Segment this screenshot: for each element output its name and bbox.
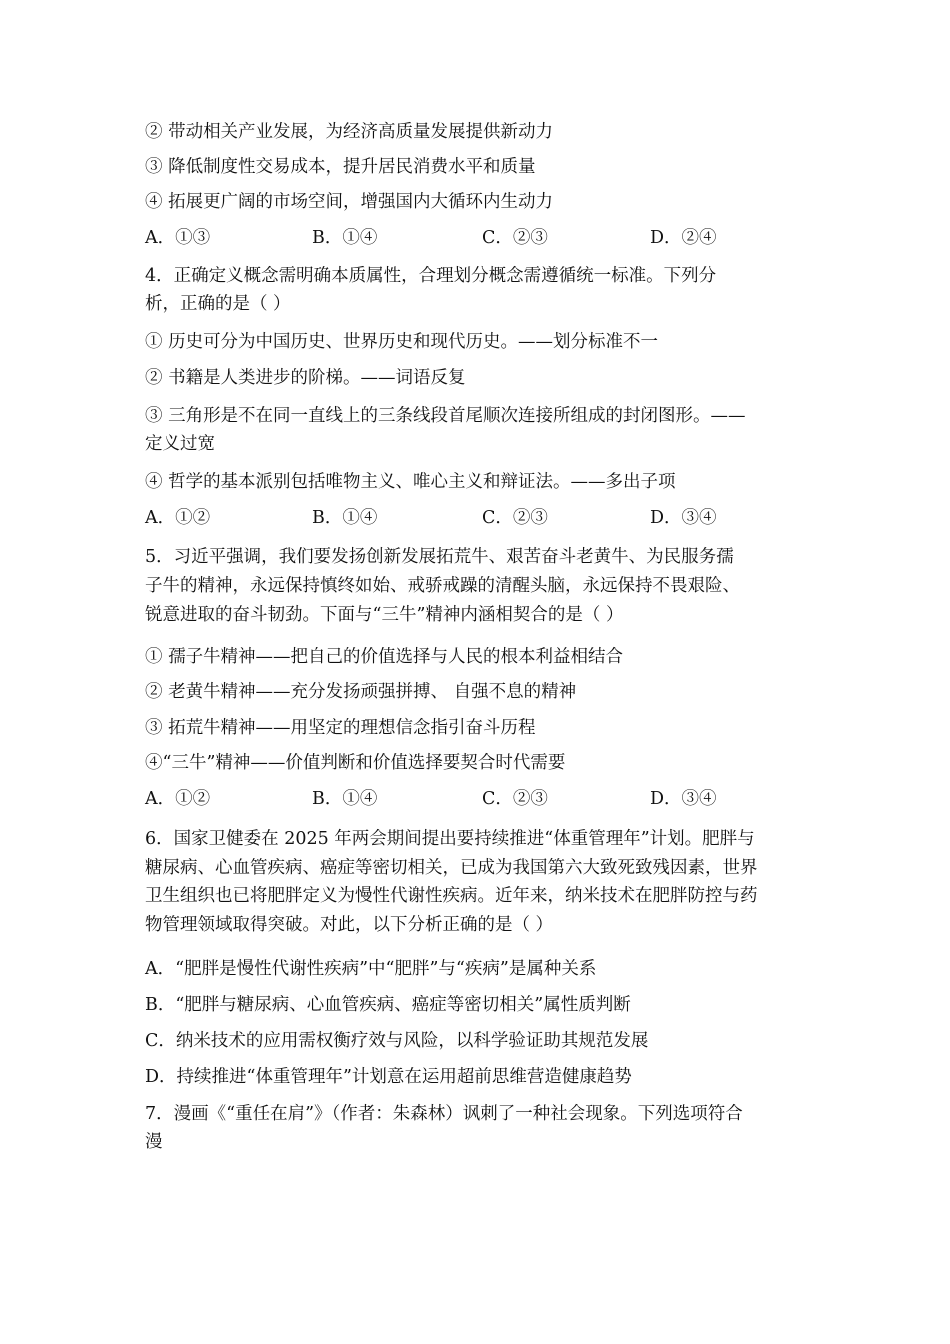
q5-stem-line-2: 子牛的精神，永远保持慎终如始、戒骄戒躁的清醒头脑，永远保持不畏艰险、 xyxy=(145,576,740,596)
q3-option-c: C．②③ xyxy=(482,228,548,248)
q5-item-4: ④“三牛”精神——价值判断和价值选择要契合时代需要 xyxy=(145,753,566,773)
q4-item-2: ② 书籍是人类进步的阶梯。——词语反复 xyxy=(145,368,466,388)
q6-stem-line-4: 物管理领域取得突破。对此，以下分析正确的是（ ） xyxy=(145,915,554,935)
q4-option-a: A．①② xyxy=(145,508,211,528)
q6-stem-line-3: 卫生组织也已将肥胖定义为慢性代谢性疾病。近年来，纳米技术在肥胖防控与药 xyxy=(145,886,758,906)
q4-option-d: D．③④ xyxy=(650,508,717,528)
q6-option-a: A．“肥胖是慢性代谢性疾病”中“肥胖”与“疾病”是属种关系 xyxy=(145,959,597,979)
q3-option-d: D．②④ xyxy=(650,228,717,248)
q6-option-c: C．纳米技术的应用需权衡疗效与风险，以科学验证助其规范发展 xyxy=(145,1031,649,1051)
q4-item-3-cont: 定义过宽 xyxy=(145,434,215,454)
q3-item-4: ④ 拓展更广阔的市场空间，增强国内大循环内生动力 xyxy=(145,192,554,212)
q5-stem-line-1: 5．习近平强调，我们要发扬创新发展拓荒牛、艰苦奋斗老黄牛、为民服务孺 xyxy=(145,547,734,567)
q4-item-4: ④ 哲学的基本派别包括唯物主义、唯心主义和辩证法。——多出子项 xyxy=(145,472,676,492)
q3-item-3: ③ 降低制度性交易成本，提升居民消费水平和质量 xyxy=(145,157,536,177)
q4-options xyxy=(145,506,785,530)
q5-options xyxy=(145,787,785,811)
q7-stem-line-1: 7．漫画《“重任在肩”》（作者：朱森林）讽刺了一种社会现象。下列选项符合 xyxy=(145,1104,743,1124)
q5-option-d: D．③④ xyxy=(650,789,717,809)
q4-option-c: C．②③ xyxy=(482,508,548,528)
q7-stem-line-2: 漫 xyxy=(145,1132,163,1152)
q4-stem-line-1: 4．正确定义概念需明确本质属性，合理划分概念需遵循统一标准。下列分 xyxy=(145,266,717,286)
q3-option-b: B．①④ xyxy=(312,228,378,248)
q6-stem-line-1: 6．国家卫健委在 2025 年两会期间提出要持续推进“体重管理年”计划。肥胖与 xyxy=(145,829,755,849)
q4-item-3: ③ 三角形是不在同一直线上的三条线段首尾顺次连接所组成的封闭图形。—— xyxy=(145,406,746,426)
q3-option-a: A．①③ xyxy=(145,228,211,248)
q5-item-3: ③ 拓荒牛精神——用坚定的理想信念指引奋斗历程 xyxy=(145,718,536,738)
q5-option-a: A．①② xyxy=(145,789,211,809)
q6-stem-line-2: 糖尿病、心血管疾病、癌症等密切相关，已成为我国第六大致死致残因素，世界 xyxy=(145,858,758,878)
q6-option-b: B．“肥胖与糖尿病、心血管疾病、癌症等密切相关”属性质判断 xyxy=(145,995,631,1015)
q4-option-b: B．①④ xyxy=(312,508,378,528)
q4-item-1: ① 历史可分为中国历史、世界历史和现代历史。——划分标准不一 xyxy=(145,332,659,352)
q3-item-2: ② 带动相关产业发展，为经济高质量发展提供新动力 xyxy=(145,122,554,142)
q3-options xyxy=(145,226,785,250)
q5-option-b: B．①④ xyxy=(312,789,378,809)
q4-stem-line-2: 析，正确的是（ ） xyxy=(145,294,291,314)
q5-option-c: C．②③ xyxy=(482,789,548,809)
q6-option-d: D．持续推进“体重管理年”计划意在运用超前思维营造健康趋势 xyxy=(145,1067,632,1087)
q5-item-1: ① 孺子牛精神——把自己的价值选择与人民的根本利益相结合 xyxy=(145,647,624,667)
q5-stem-line-3: 锐意进取的奋斗韧劲。下面与“三牛”精神内涵相契合的是（ ） xyxy=(145,605,624,625)
q5-item-2: ② 老黄牛精神——充分发扬顽强拼搏、 自强不息的精神 xyxy=(145,682,577,702)
